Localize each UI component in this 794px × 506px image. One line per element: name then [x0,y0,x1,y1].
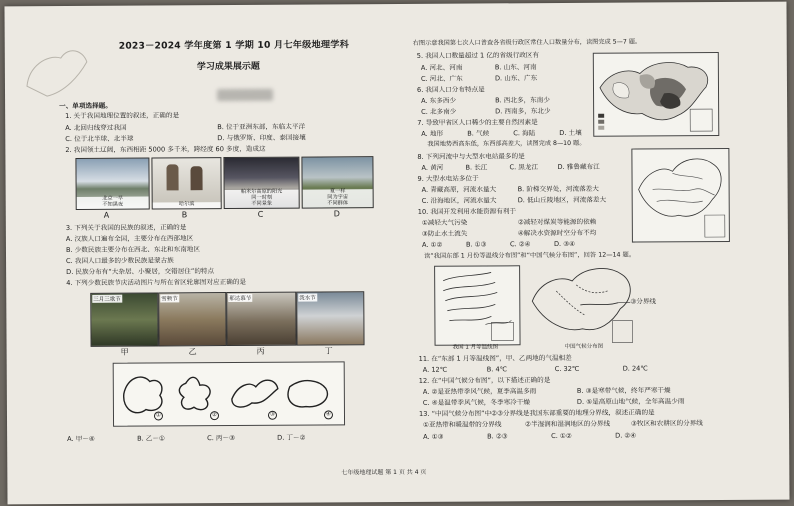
q10-item-1: ①减轻大气污染 [421,218,468,227]
q12-option-a: A. ②是亚热带季风气候，夏季高温多雨 [422,387,537,396]
q13-answer-d: D. ②④ [615,431,637,440]
q2-photo-caption: 夏一样 同为宇宙 不同群体 [303,189,373,207]
q11-option-a: A. 12℃ [422,365,448,374]
q5-stem: 5. 我国人口数量超过 1 亿的省级行政区有 [416,51,540,60]
q10-item-4: ④解决水资源时空分布不均 [517,228,597,238]
q8-stem: 8. 下列河流中与大型水电站最多的是 [417,152,525,161]
q9-option-b: B. 阶梯交界处，河流落差大 [517,184,599,194]
q13-answer-a: A. ①③ [423,432,444,441]
q2-photo-a [75,158,149,210]
climate-map [526,261,639,348]
q2-letter: A [103,210,110,220]
q2-letter: D [333,209,340,219]
province-outlines-box [113,361,345,426]
intro-12-14: 读“我国东部 1 月份等温线分布图”和“中国气候分布图”，回答 12—14 题。 [423,251,636,260]
q1-stem: 1. 关于我国地理位置的叙述，正确的是 [65,111,180,121]
q5-option-b: B. 山东、河南 [494,63,537,72]
festival-label: 甲 [120,347,129,357]
exam-title: 2023－2024 学年度第 1 学期 10 月七年级地理学科 [118,39,350,52]
q2-letter: B [181,210,188,220]
q1-option-b: B. 位于亚洲东部，东临太平洋 [217,122,306,132]
climate-map-graphic [526,261,639,348]
festival-tag: 那达慕节 [228,294,252,302]
q11-option-d: D. 24℃ [622,364,648,373]
q1-option-d: D. 与俄罗斯、印度、泰国接壤 [217,133,306,143]
q8-option-c: C. 黑龙江 [509,163,539,172]
festival-photo-2 [158,292,226,346]
q6-option-c: C. 北多南少 [421,107,457,116]
q11-stem: 11. 在“东部 1 月等温线图”，甲、乙两地的气温相差 [418,353,572,363]
q3-stem: 3. 下列关于我国的民族的叙述，正确的是 [65,223,187,233]
q6-option-b: B. 西北多，东南少 [495,96,550,105]
q5-option-a: A. 河北、河南 [420,63,463,72]
festival-label: 乙 [188,347,197,357]
exam-subtitle: 学习成果展示题 [196,61,260,73]
q3-option-d: D. 民族分布有“大杂居、小聚居，交错居住”的特点 [66,267,215,277]
climate-map-caption: 中国气候分布图 [564,343,604,350]
q13-item-1: ①亚热带和暖温带的分界线 [423,420,502,429]
q2-photo-caption: 北京一早 不知黑夜 [77,197,149,209]
q6-option-d: D. 西南多，东北少 [495,107,551,116]
q10-answer-c: C. ②④ [509,240,531,249]
isotherm-map-caption: 我国 1 月等温线图 [452,344,499,351]
terrain-map [631,148,730,243]
festival-label: 丙 [256,346,265,356]
q7-option-c: C. 海陆 [513,129,536,138]
q7-option-d: D. 土壤 [559,128,582,138]
q4-option-c: C. 丙－③ [207,433,236,443]
festival-tag: 雪顿节 [160,294,179,302]
q8-option-b: B. 长江 [465,163,488,172]
festival-label: 丁 [324,346,333,356]
q1-option-c: C. 位于北半球、北半球 [65,134,134,144]
q7-option-b: B. 气候 [467,129,490,138]
q9-option-a: A. 青藏高原，河流水量大 [421,185,497,194]
q11-option-b: B. 4℃ [486,365,508,374]
q2-letter: C [257,209,264,219]
q4-option-d: D. 丁－② [277,433,306,442]
outline-number: ② [210,411,219,420]
q5-option-d: D. 山东、广东 [494,74,538,83]
q10-answer-a: A. ①② [421,240,443,249]
population-map [593,52,720,137]
q12-option-d: D. ⑤是高原山地气候，全年高温少雨 [576,397,685,406]
q11-option-c: C. 32℃ [554,364,580,374]
q4-stem: 4. 下列少数民族节庆活动图片与所在省区轮廓图对应正确的是 [66,277,247,288]
exam-paper [4,2,789,505]
q3-option-a: A. 汉族人口遍布全国，主要分布在西部地区 [65,234,194,244]
festival-photo-3 [226,292,296,346]
page-footer: 七年级地理试题 第 1 页 共 4 页 [341,468,427,477]
q5-option-c: C. 河北、广东 [420,74,463,83]
population-map-graphic [594,53,718,136]
q10-item-3: ③防止水土流失 [421,229,468,238]
q6-stem: 6. 我国人口分布特点是 [416,85,485,94]
q7-option-a: A. 地形 [421,129,444,138]
festival-photo-1 [90,292,158,346]
q8-option-a: A. 黄河 [421,163,444,172]
isotherm-map [434,265,520,346]
q13-item-3: ③牧区和农耕区的分界线 [631,419,703,428]
q10-stem: 10. 我国开发利用水能资源有利于 [417,207,517,216]
q9-option-d: D. 低山丘陵地区，河流落差大 [517,195,607,205]
q1-option-a: A. 北回归线穿过我国 [65,123,127,133]
faint-map-bleedthrough [17,36,97,106]
q2-photo-d [301,156,373,208]
outline-number: ③ [268,411,277,420]
q12-option-c: C. ④是温带季风气候，冬季寒冷干燥 [422,398,530,407]
intro-8-10: 我国地势西高东低，东西部高差大，读图完成 8—10 题。 [427,139,586,148]
q13-answer-b: B. ②③ [487,432,508,441]
q2-photo-caption: 帕米尔高原的阳光 同一时刻 不同景象 [225,190,299,208]
q4-option-b: B. 乙－① [137,434,165,443]
isotherm-map-graphic [435,266,519,345]
q13-item-2: ②半湿润和湿润地区的分界线 [525,419,611,429]
q2-photo-b [151,157,221,209]
q13-stem: 13. “中国气候分布图”中②③分界线是我国东部重要的地理分界线，叙述正确的是 [418,408,655,418]
festival-photo-4 [296,291,364,345]
terrain-map-graphic [632,149,729,242]
q10-answer-d: D. ③④ [553,239,576,249]
outline-number: ④ [324,410,333,419]
q12-option-b: B. ③是寒带气候，终年严寒干燥 [576,386,671,395]
q2-photo-c [223,157,299,209]
section-heading: 一、单项选择题。 [59,101,112,111]
q3-option-b: B. 少数民族主要分布在西北、东北和东南地区 [65,245,200,255]
q8-option-d: D. 雅鲁藏布江 [557,162,600,172]
q9-stem: 9. 大型水电站多位于 [417,174,479,183]
q10-item-2: ②减轻对煤炭等能源的依赖 [517,217,597,227]
q12-stem: 12. 在“中国气候分布图”，以下描述正确的是 [418,376,551,385]
q7-stem: 7. 导致甲省区人口稀少的主要自然因素是 [417,118,538,127]
q2-photo-caption: 哈尔滨 [153,202,221,208]
q3-option-c: C. 我国人口最多的少数民族是蒙古族 [66,256,174,266]
festival-tag: 三月三歌节 [92,295,122,303]
intro-5-7: 右图示意我国第七次人口普查各省级行政区常住人口数量分布，读图完成 5—7 题。 [412,38,642,47]
redacted-name-block [217,89,273,101]
q2-stem: 2. 我国领土辽阔，东西相距 5000 多千米，跨经度 60 多度，造成这 [65,144,266,155]
q6-option-a: A. 东多西少 [421,96,457,105]
q9-option-c: C. 沿海地区，河流水量大 [421,196,497,205]
q4-option-a: A. 甲－④ [67,434,95,444]
festival-tag: 泼水节 [298,293,317,301]
boundary-line-label: ③分界线 [630,297,657,306]
q10-answer-b: B. ①③ [465,240,487,249]
q13-answer-c: C. ①② [551,431,572,441]
outline-number: ① [154,411,163,420]
province-outlines [114,362,344,425]
